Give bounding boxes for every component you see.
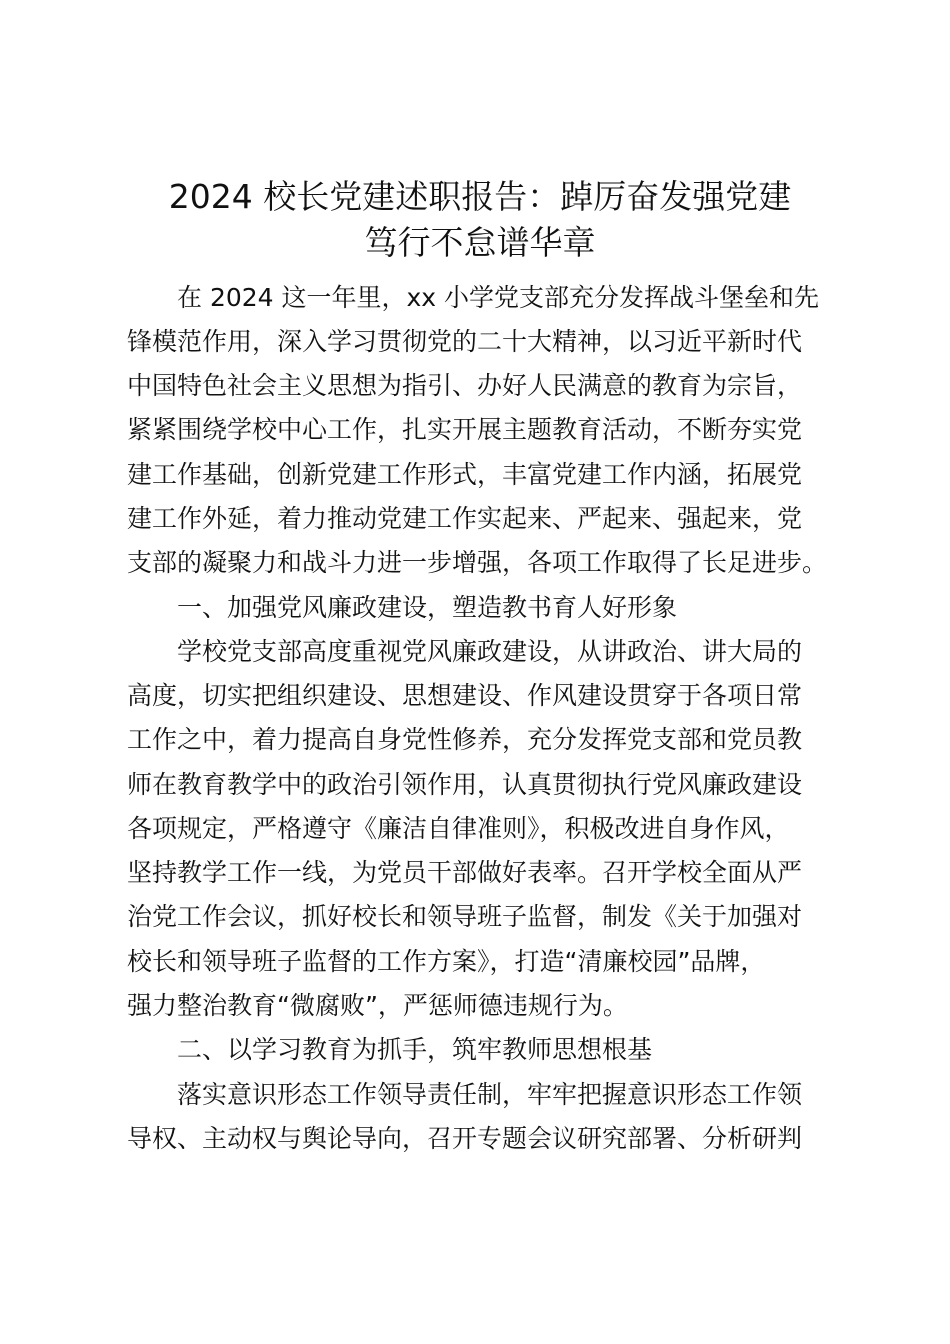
body-line: 高度，切实把组织建设、思想建设、作风建设贯穿于各项日常: [127, 681, 803, 710]
body-line: 师在教育教学中的政治引领作用，认真贯彻执行党风廉政建设: [127, 770, 803, 799]
document-title-line-1: 2024 校长党建述职报告：踔厉奋发强党建: [168, 177, 792, 216]
body-line: 支部的凝聚力和战斗力进一步增强，各项工作取得了长足进步。: [127, 548, 828, 577]
body-line: 落实意识形态工作领导责任制，牢牢把握意识形态工作领: [177, 1080, 803, 1109]
body-line: 治党工作会议，抓好校长和领导班子监督，制发《关于加强对: [127, 902, 803, 931]
body-line: 在 2024 这一年里，xx 小学党支部充分发挥战斗堡垒和先: [177, 283, 820, 312]
body-line: 各项规定，严格遵守《廉洁自律准则》，积极改进自身作风，: [127, 814, 790, 843]
body-line: 校长和领导班子监督的工作方案》，打造“清廉校园”品牌，: [127, 947, 766, 976]
body-line: 学校党支部高度重视党风廉政建设，从讲政治、讲大局的: [177, 637, 803, 666]
body-line: 锋模范作用，深入学习贯彻党的二十大精神，以习近平新时代: [127, 327, 803, 356]
body-line: 建工作外延，着力推动党建工作实起来、严起来、强起来，党: [127, 504, 803, 533]
document-title-line-2: 笃行不怠谱华章: [364, 223, 596, 262]
section-heading-1: 一、加强党风廉政建设，塑造教书育人好形象: [177, 593, 678, 622]
body-line: 中国特色社会主义思想为指引、办好人民满意的教育为宗旨，: [127, 371, 803, 400]
body-line: 工作之中，着力提高自身党性修养，充分发挥党支部和党员教: [127, 725, 803, 754]
body-line: 强力整治教育“微腐败”，严惩师德违规行为。: [127, 991, 628, 1020]
body-line: 导权、主动权与舆论导向，召开专题会议研究部署、分析研判: [127, 1124, 803, 1153]
body-line: 坚持教学工作一线，为党员干部做好表率。召开学校全面从严: [127, 858, 803, 887]
body-line: 紧紧围绕学校中心工作，扎实开展主题教育活动，不断夯实党: [127, 415, 803, 444]
body-line: 建工作基础，创新党建工作形式，丰富党建工作内涵，拓展党: [127, 460, 803, 489]
section-heading-2: 二、以学习教育为抓手，筑牢教师思想根基: [177, 1035, 653, 1064]
